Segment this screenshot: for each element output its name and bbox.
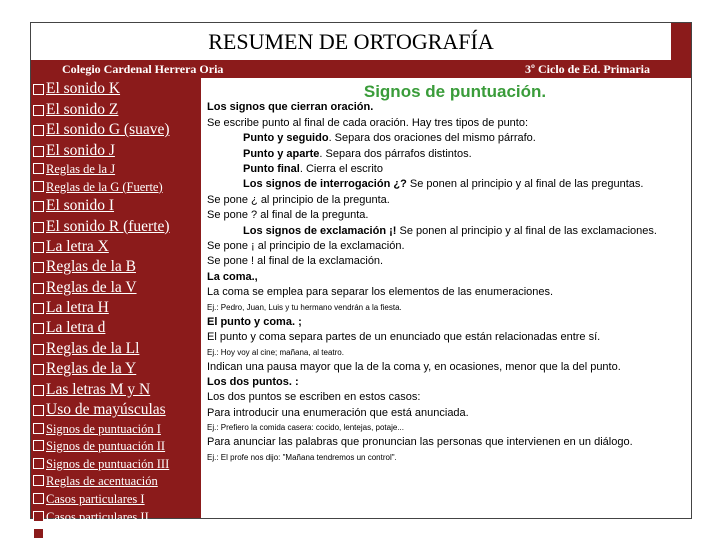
- checkbox-bullet-icon: [33, 201, 44, 212]
- sidebar-item[interactable]: [33, 525, 201, 542]
- dospuntos-title: Los dos puntos. :: [207, 375, 299, 388]
- sidebar-item[interactable]: [33, 454, 201, 472]
- page-title: RESUMEN DE ORTOGRAFÍA: [208, 29, 494, 54]
- exclamacion-open: Se pone ¡ al principio de la exclamación.: [207, 240, 405, 253]
- sidebar-item-label: La letra X: [46, 237, 109, 255]
- sidebar-item-label: Signos de puntuación II: [46, 439, 166, 454]
- cierran-title: Los signos que cierran oración.: [207, 101, 374, 114]
- exclamacion-label: Los signos de exclamación ¡!: [243, 224, 397, 237]
- interrogacion-text: Se ponen al principio y al final de las preguntas.: [406, 178, 644, 191]
- sidebar-item-label: El sonido R (fuerte): [46, 217, 170, 235]
- section-heading: Signos de puntuación.: [363, 82, 547, 101]
- interrogacion: [207, 177, 687, 192]
- sidebar-item-label: El sonido Z: [46, 100, 119, 118]
- checkbox-bullet-icon: [33, 146, 44, 157]
- puntoycoma-example: Ej.: Hoy voy al cine; mañana, al teatro.: [207, 347, 344, 357]
- sidebar-item-label: Reglas de la V: [46, 278, 137, 296]
- checkbox-bullet-icon: [33, 344, 44, 355]
- checkbox-bullet-icon: [33, 493, 44, 504]
- checkbox-bullet-icon: [33, 323, 44, 334]
- sidebar-item[interactable]: [33, 119, 201, 139]
- dospuntos-case1: Para introducir una enumeración que está anunciada.: [207, 406, 469, 419]
- sidebar-item-label: Casos particulares II: [46, 509, 149, 524]
- sidebar-item-label: La letra d: [46, 319, 106, 337]
- sidebar-item-label: Reglas de acentuación: [46, 474, 158, 489]
- checkbox-bullet-icon: [33, 364, 44, 375]
- checkbox-bullet-icon: [33, 181, 44, 192]
- sidebar-item-label: Las letras M y N: [46, 380, 151, 398]
- interrogacion-close: Se pone ? al final de la pregunta.: [207, 209, 369, 222]
- school-name: Colegio Cardenal Herrera Oria: [62, 62, 224, 76]
- coma-title: La coma.,: [207, 270, 258, 283]
- exclamacion-close: Se pone ! al final de la exclamación.: [207, 255, 384, 268]
- checkbox-bullet-icon: [33, 283, 44, 294]
- sidebar-item[interactable]: [33, 489, 201, 507]
- sidebar-item[interactable]: [33, 358, 201, 378]
- sidebar-item[interactable]: [33, 78, 201, 98]
- checkbox-bullet-icon: [33, 242, 44, 253]
- sidebar-item-label: Signos de puntuación I: [46, 421, 161, 436]
- punto-final: [207, 162, 687, 177]
- sidebar-item-label: Casos particulares I: [46, 492, 145, 507]
- punto-seguido-text: . Separa dos oraciones del mismo párrafo.: [328, 132, 536, 145]
- sidebar-item-label: El sonido G (suave): [46, 121, 170, 139]
- sidebar-item[interactable]: [33, 472, 201, 490]
- checkbox-bullet-icon: [33, 84, 44, 95]
- sidebar-item-label: El sonido K: [46, 80, 121, 98]
- punto-aparte: [207, 147, 687, 162]
- checkbox-bullet-icon: [33, 163, 44, 174]
- sidebar-item[interactable]: [33, 297, 201, 317]
- sidebar-item[interactable]: [33, 98, 201, 118]
- sidebar-item[interactable]: [33, 317, 201, 337]
- exclamacion: [207, 224, 687, 239]
- dospuntos-example1: Ej.: Prefiero la comida casera: cocido, lentejas, potaje...: [207, 423, 404, 433]
- punto-seguido: [207, 131, 687, 146]
- exclamacion-text: Se ponen al principio y al final de las exclamaciones.: [396, 224, 657, 237]
- coma-example: Ej.: Pedro, Juan, Luis y tu hermano vendrán a la fiesta.: [207, 302, 402, 312]
- punto-seguido-label: Punto y seguido: [243, 132, 329, 145]
- dospuntos-text: Los dos puntos se escriben en estos casos:: [207, 391, 421, 404]
- checkbox-bullet-icon: [33, 262, 44, 273]
- checkbox-bullet-icon: [33, 528, 44, 539]
- sidebar-item[interactable]: [33, 139, 201, 159]
- sidebar-item-label: Reglas de la G (Fuerte): [46, 179, 163, 194]
- sidebar-item-label: Casos particulares III: [46, 527, 153, 542]
- sidebar-item[interactable]: [33, 236, 201, 256]
- sidebar-item[interactable]: [33, 276, 201, 296]
- checkbox-bullet-icon: [33, 423, 44, 434]
- sidebar-item-label: Reglas de la Ll: [46, 339, 140, 357]
- interrogacion-open: Se pone ¿ al principio de la pregunta.: [207, 193, 390, 206]
- punto-aparte-text: . Separa dos párrafos distintos.: [319, 147, 472, 160]
- cycle-label: 3º Ciclo de Ed. Primaria: [525, 62, 650, 76]
- punto-intro: Se escribe punto al final de cada oración. Hay tres tipos de punto:: [207, 116, 529, 129]
- main-content: [207, 84, 687, 465]
- checkbox-bullet-icon: [33, 475, 44, 486]
- sidebar-item[interactable]: [33, 337, 201, 357]
- checkbox-bullet-icon: [33, 385, 44, 396]
- checkbox-bullet-icon: [33, 222, 44, 233]
- sidebar-item[interactable]: [33, 215, 201, 235]
- sidebar-item[interactable]: [33, 399, 201, 419]
- checkbox-bullet-icon: [33, 303, 44, 314]
- punto-final-text: . Cierra el escrito: [299, 163, 383, 176]
- sidebar-item-label: Reglas de la J: [46, 162, 116, 177]
- sidebar-item-label: Signos de puntuación III: [46, 456, 170, 471]
- sidebar-item[interactable]: [33, 419, 201, 437]
- sidebar-item[interactable]: [33, 256, 201, 276]
- sidebar-item[interactable]: [33, 507, 201, 525]
- sidebar-item[interactable]: [33, 437, 201, 455]
- puntoycoma-title: El punto y coma. ;: [207, 315, 302, 328]
- sidebar-item-label: Uso de mayúsculas: [46, 401, 166, 419]
- sidebar-item[interactable]: [33, 177, 201, 195]
- puntoycoma-text2: Indican una pausa mayor que la de la coma y, en ocasiones, menor que la del punto.: [207, 360, 621, 373]
- sidebar-item-label: Reglas de la B: [46, 258, 136, 276]
- sidebar-item-label: El sonido J: [46, 141, 115, 159]
- sidebar-item[interactable]: [33, 378, 201, 398]
- sidebar-item-label: Reglas de la Y: [46, 360, 137, 378]
- punto-final-label: Punto final: [243, 163, 300, 176]
- checkbox-bullet-icon: [33, 405, 44, 416]
- interrogacion-label: Los signos de interrogación ¿?: [243, 178, 407, 191]
- checkbox-bullet-icon: [33, 105, 44, 116]
- sidebar-item[interactable]: [33, 195, 201, 215]
- puntoycoma-text: El punto y coma separa partes de un enunciado que están relacionadas entre sí.: [207, 331, 601, 344]
- checkbox-bullet-icon: [33, 440, 44, 451]
- checkbox-bullet-icon: [33, 125, 44, 136]
- dospuntos-case2: Para anunciar las palabras que pronuncian las personas que intervienen en un diálogo.: [207, 436, 633, 449]
- title-bar: [31, 23, 671, 61]
- dospuntos-example2: Ej.: El profe nos dijo: "Mañana tendremos un control".: [207, 452, 397, 462]
- sidebar-item-label: La letra H: [46, 299, 109, 317]
- checkbox-bullet-icon: [33, 511, 44, 522]
- punto-aparte-label: Punto y aparte: [243, 147, 320, 160]
- sidebar-nav: [33, 78, 201, 542]
- corner-block: [671, 23, 691, 60]
- checkbox-bullet-icon: [33, 458, 44, 469]
- sidebar-item[interactable]: [33, 160, 201, 178]
- sidebar-item-label: El sonido I: [46, 197, 115, 215]
- coma-text: La coma se emplea para separar los elementos de las enumeraciones.: [207, 286, 554, 299]
